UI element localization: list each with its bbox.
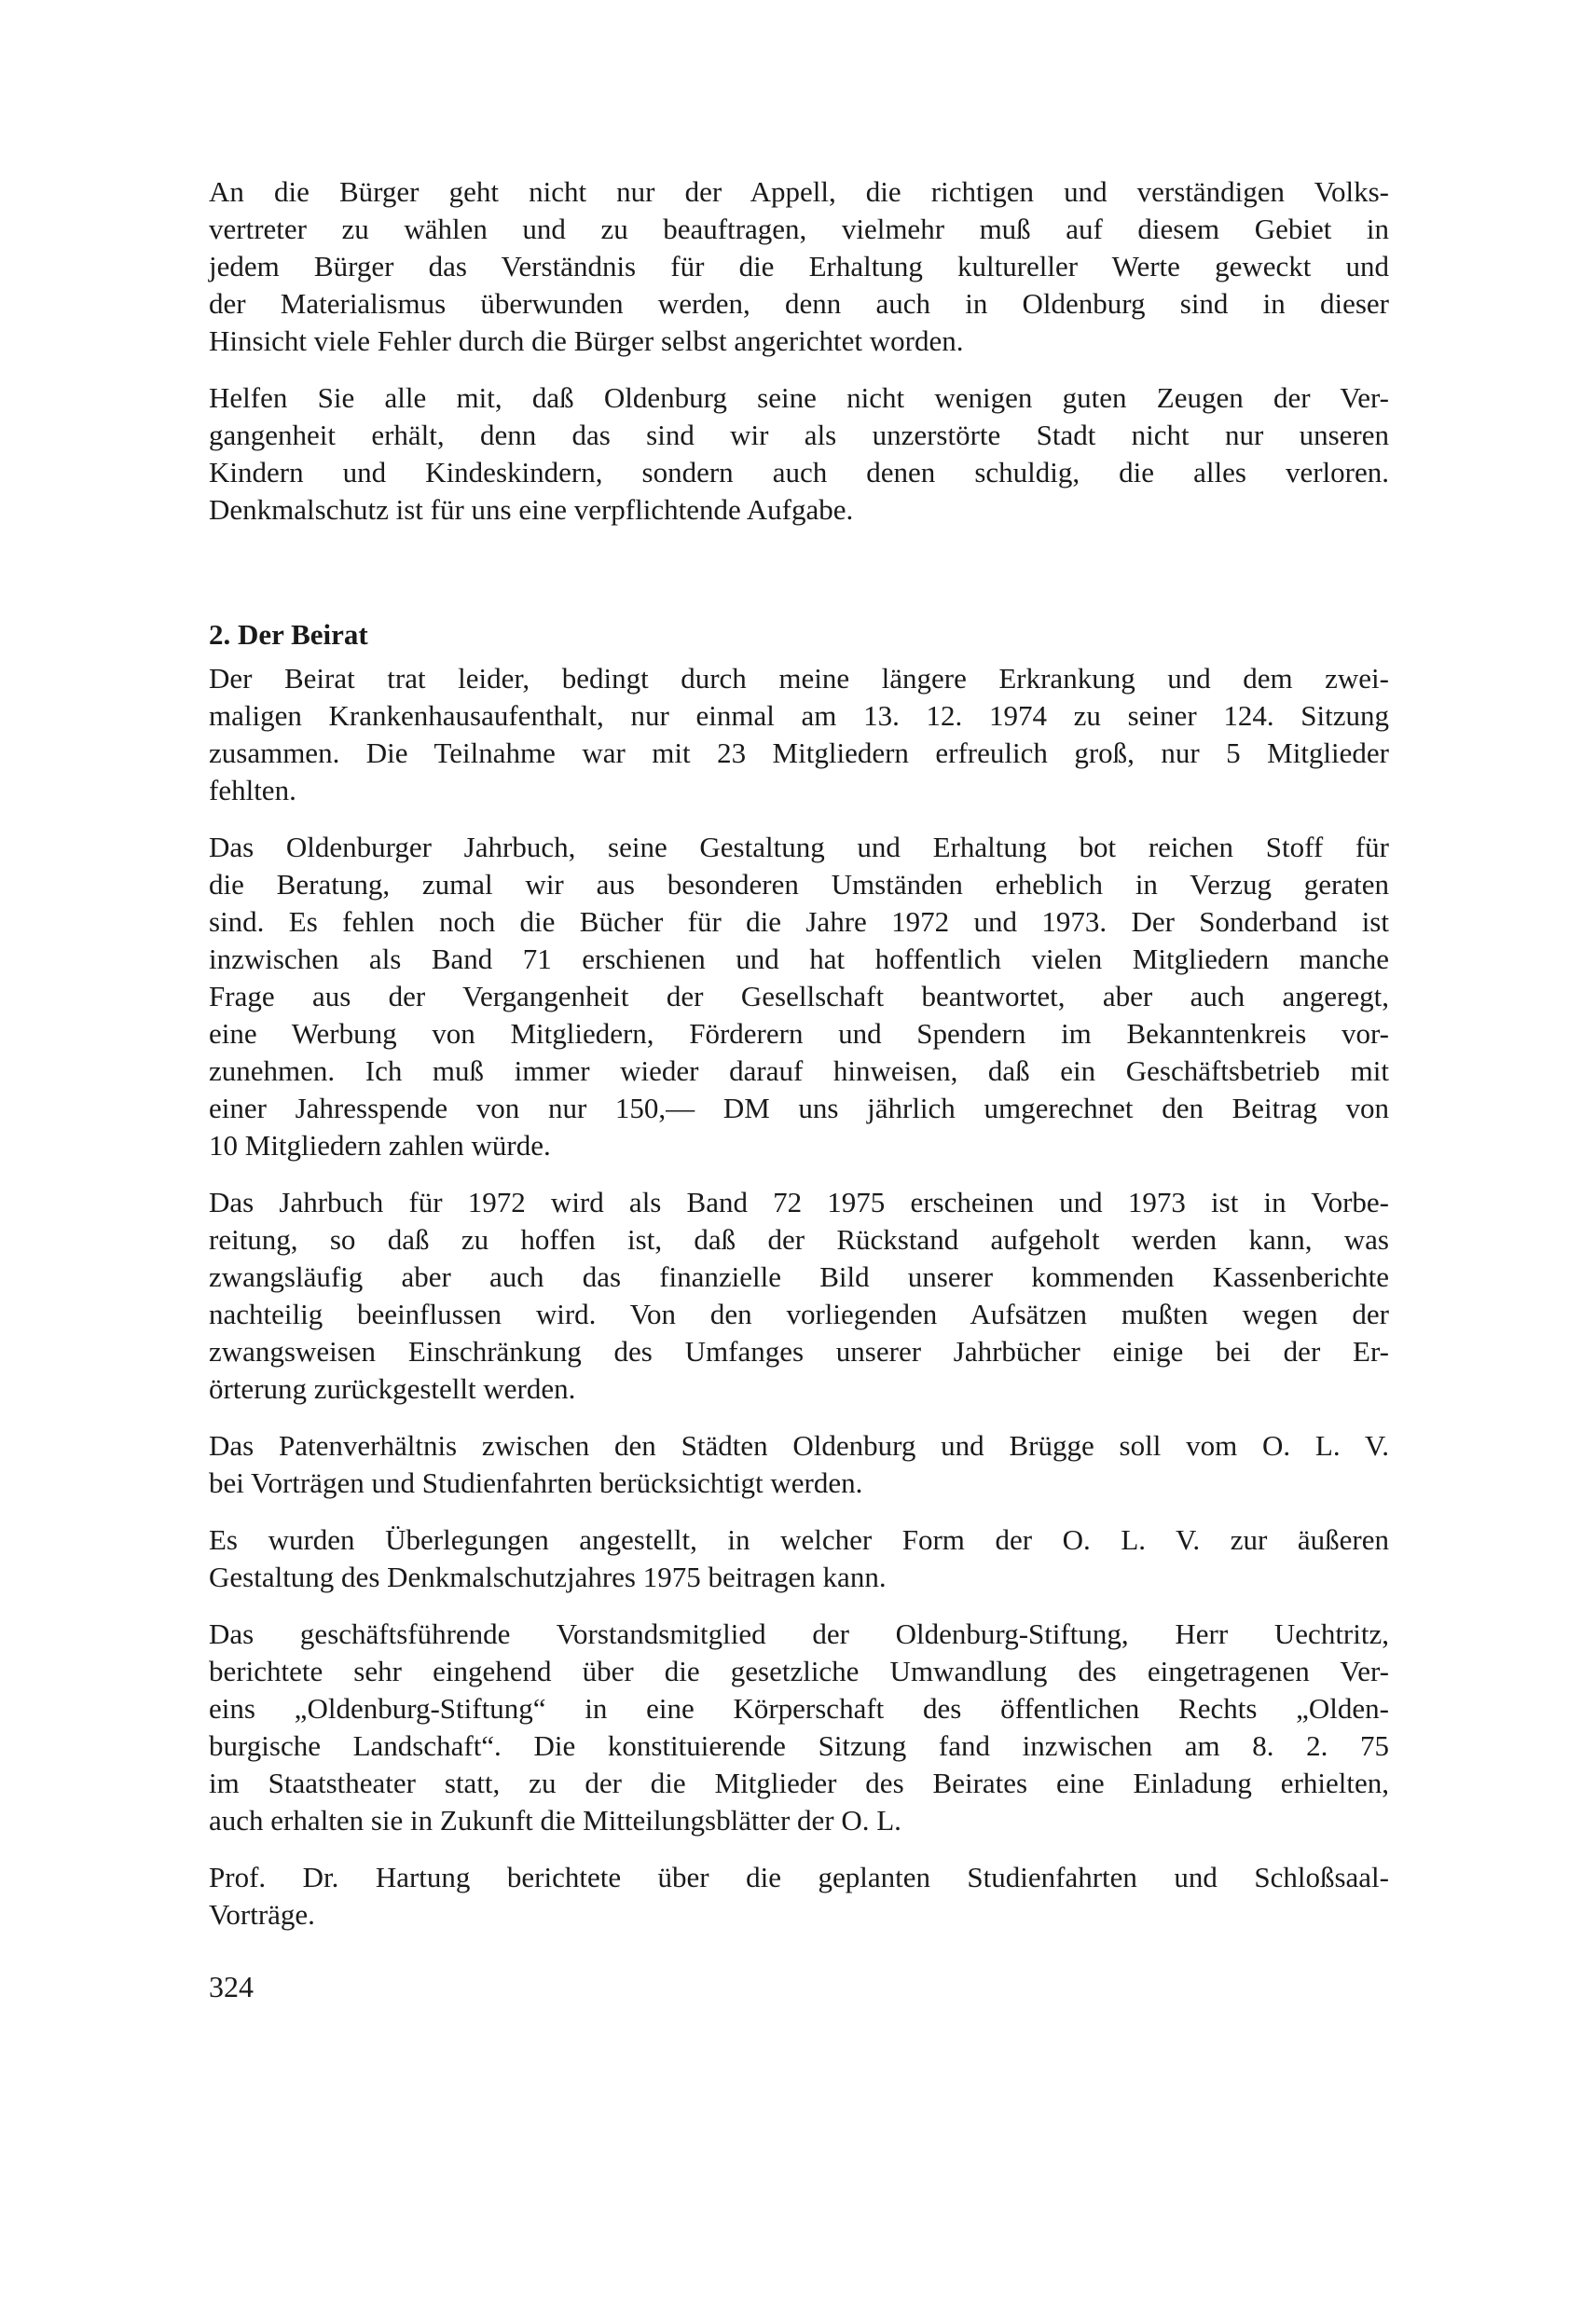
text-line: die Beratung, zumal wir aus besonderen Umständen erheblich in Verzug geraten: [209, 868, 1389, 901]
paragraph: [209, 1859, 1389, 1934]
text-line: vertreter zu wählen und zu beauftragen, vielmehr muß auf diesem Gebiet in: [209, 213, 1389, 245]
text-line: burgische Landschaft“. Die konstituierende Sitzung fand inzwischen am 8. 2. 75: [209, 1729, 1389, 1762]
text-line: inzwischen als Band 71 erschienen und hat hoffentlich vielen Mitgliedern manche: [209, 943, 1389, 975]
text-line: 10 Mitgliedern zahlen würde.: [209, 1129, 551, 1162]
text-line: Das Patenverhältnis zwischen den Städten Oldenburg und Brügge soll vom O. L. V.: [209, 1429, 1389, 1462]
text-line: eins „Oldenburg-Stiftung“ in eine Körperschaft des öffentlichen Rechts „Olden-: [209, 1692, 1389, 1725]
paragraph: [209, 1427, 1389, 1502]
document-page: [209, 173, 1389, 2005]
paragraph: [209, 173, 1389, 360]
text-line: Es wurden Überlegungen angestellt, in welcher Form der O. L. V. zur äußeren: [209, 1523, 1389, 1556]
text-line: reitung, so daß zu hoffen ist, daß der Rückstand aufgeholt werden kann, was: [209, 1223, 1389, 1256]
text-line: örterung zurückgestellt werden.: [209, 1372, 576, 1405]
section-heading: 2. Der Beirat: [209, 618, 368, 651]
paragraph: [209, 660, 1389, 809]
paragraph: [209, 379, 1389, 529]
text-line: Kindern und Kindeskindern, sondern auch denen schuldig, die alles verloren.: [209, 456, 1389, 489]
paragraph: [209, 1616, 1389, 1839]
paragraph: [209, 1184, 1389, 1408]
text-line: eine Werbung von Mitgliedern, Förderern und Spendern im Bekanntenkreis vor-: [209, 1017, 1389, 1050]
text-line: Denkmalschutz ist für uns eine verpflichtende Aufgabe.: [209, 493, 854, 526]
text-line: Prof. Dr. Hartung berichtete über die geplanten Studienfahrten und Schloßsaal-: [209, 1861, 1389, 1893]
paragraph: [209, 1521, 1389, 1596]
text-line: nachteilig beeinflussen wird. Von den vorliegenden Aufsätzen mußten wegen der: [209, 1298, 1389, 1330]
text-line: Hinsicht viele Fehler durch die Bürger selbst angerichtet worden.: [209, 324, 964, 357]
text-line: An die Bürger geht nicht nur der Appell, die richtigen und verständigen Volks-: [209, 175, 1389, 208]
text-line: einer Jahresspende von nur 150,— DM uns jährlich umgerechnet den Beitrag von: [209, 1092, 1389, 1124]
text-line: Das Oldenburger Jahrbuch, seine Gestaltung und Erhaltung bot reichen Stoff für: [209, 831, 1389, 863]
text-line: zusammen. Die Teilnahme war mit 23 Mitgliedern erfreulich groß, nur 5 Mitglieder: [209, 736, 1389, 769]
text-line: fehlten.: [209, 774, 296, 806]
text-line: auch erhalten sie in Zukunft die Mitteilungsblätter der O. L.: [209, 1804, 901, 1837]
text-line: maligen Krankenhausaufenthalt, nur einmal am 13. 12. 1974 zu seiner 124. Sitzung: [209, 699, 1389, 732]
beirat-section: [209, 660, 1389, 1934]
page-number: 324: [209, 1970, 254, 2003]
text-line: Der Beirat trat leider, bedingt durch meine längere Erkrankung und dem zwei-: [209, 662, 1389, 695]
text-line: Gestaltung des Denkmalschutzjahres 1975 beitragen kann.: [209, 1561, 887, 1593]
text-line: sind. Es fehlen noch die Bücher für die Jahre 1972 und 1973. Der Sonderband ist: [209, 905, 1389, 938]
text-line: zunehmen. Ich muß immer wieder darauf hinweisen, daß ein Geschäftsbetrieb mit: [209, 1054, 1389, 1087]
paragraph: [209, 829, 1389, 1164]
intro-section: [209, 173, 1389, 529]
text-line: gangenheit erhält, denn das sind wir als unzerstörte Stadt nicht nur unseren: [209, 419, 1389, 451]
text-line: Helfen Sie alle mit, daß Oldenburg seine nicht wenigen guten Zeugen der Ver-: [209, 381, 1389, 414]
text-line: Frage aus der Vergangenheit der Gesellschaft beantwortet, aber auch angeregt,: [209, 980, 1389, 1012]
text-line: bei Vorträgen und Studienfahrten berücksichtigt werden.: [209, 1466, 863, 1499]
text-line: Das geschäftsführende Vorstandsmitglied der Oldenburg-Stiftung, Herr Uechtritz,: [209, 1617, 1389, 1650]
text-line: jedem Bürger das Verständnis für die Erhaltung kultureller Werte geweckt und: [209, 250, 1389, 282]
text-line: zwangsweisen Einschränkung des Umfanges unserer Jahrbücher einige bei der Er-: [209, 1335, 1389, 1368]
text-line: berichtete sehr eingehend über die gesetzliche Umwandlung des eingetragenen Ver-: [209, 1655, 1389, 1687]
text-line: Das Jahrbuch für 1972 wird als Band 72 1975 erscheinen und 1973 ist in Vorbe-: [209, 1186, 1389, 1218]
text-line: im Staatstheater statt, zu der die Mitglieder des Beirates eine Einladung erhielten,: [209, 1767, 1389, 1799]
text-line: der Materialismus überwunden werden, denn auch in Oldenburg sind in dieser: [209, 287, 1389, 320]
text-line: zwangsläufig aber auch das finanzielle Bild unserer kommenden Kassenberichte: [209, 1260, 1389, 1293]
text-line: Vorträge.: [209, 1898, 315, 1931]
